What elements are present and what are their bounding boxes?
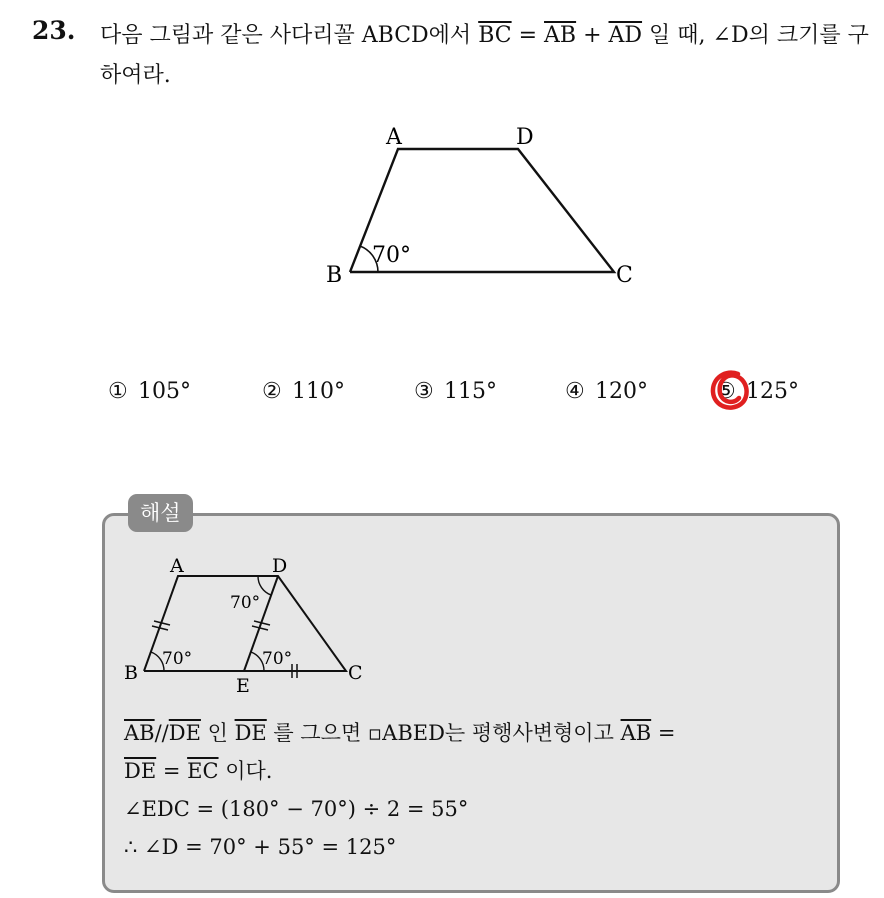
segment-ab: $\overline{AB}$	[544, 23, 577, 48]
solution-line-4: ∴ ∠D = 70° + 55° = 125°	[124, 835, 397, 859]
stem-equals: =	[511, 23, 545, 48]
label-a: A	[386, 125, 402, 150]
label-b: B	[326, 263, 343, 288]
choice-2[interactable]	[262, 372, 345, 412]
choice-2-text: 110°	[292, 379, 345, 404]
problem-number: 23.	[32, 16, 76, 45]
answer-circle-stroke	[713, 373, 747, 408]
sol-equals-1: =	[651, 721, 676, 745]
sol-seg-de-3: $\overline{DE}$	[124, 759, 157, 783]
choice-2-marker: ②	[262, 379, 282, 404]
solution-text	[124, 714, 824, 866]
choice-3-text: 115°	[444, 379, 497, 404]
sol-seg-de-2: $\overline{DE}$	[234, 721, 267, 745]
choice-4[interactable]	[565, 372, 648, 412]
choice-3-marker: ③	[414, 379, 434, 404]
sol-seg-de: $\overline{DE}$	[168, 721, 201, 745]
choice-5-text: 125°	[746, 379, 799, 404]
choice-1-text: 105°	[138, 379, 191, 404]
trapezoid-figure	[310, 112, 650, 292]
sol-label-e: E	[236, 675, 250, 697]
problem-stem	[100, 16, 870, 96]
sol-seg-ab-2: $\overline{AB}$	[620, 721, 652, 745]
sol-angle-e: 70°	[262, 649, 293, 669]
solution-line-3: ∠EDC = (180° − 70°) ÷ 2 = 55°	[124, 797, 469, 821]
sol-angle-b: 70°	[162, 649, 193, 669]
sol-label-b: B	[124, 662, 138, 684]
label-c: C	[616, 263, 633, 288]
stem-text-2: 일 때, ∠D의 크기를 구하여라.	[100, 23, 869, 88]
sol-label-c: C	[348, 662, 363, 684]
solution-line-2	[124, 752, 824, 790]
sol-equals-2: =	[156, 759, 188, 783]
segment-ad: $\overline{AD}$	[608, 23, 643, 48]
sol-label-d: D	[272, 555, 288, 577]
choice-3[interactable]	[414, 372, 497, 412]
choice-1-marker: ①	[108, 379, 128, 404]
sol-seg-ab: $\overline{AB}$	[124, 721, 155, 745]
choice-4-text: 120°	[595, 379, 648, 404]
choice-5-marker: ⑤	[716, 379, 736, 404]
choice-4-marker: ④	[565, 379, 585, 404]
answer-circle-mark-icon	[708, 366, 752, 414]
choice-1[interactable]	[108, 372, 191, 412]
label-d: D	[516, 125, 534, 150]
sol-text-2: 를 그으면 ▫ABED는 평행사변형이고	[266, 721, 621, 745]
angle-b-label: 70°	[372, 243, 411, 268]
sol-angle-d: 70°	[230, 593, 261, 613]
sol-text-1: 인	[200, 721, 235, 745]
solution-figure	[120, 552, 380, 702]
sol-parallel: //	[154, 721, 169, 745]
segment-bc: $\overline{BC}$	[478, 23, 512, 48]
solution-line-1	[124, 714, 824, 752]
stem-text-1: 다음 그림과 같은 사다리꼴 ABCD에서	[100, 23, 479, 48]
sol-seg-ec: $\overline{EC}$	[187, 759, 219, 783]
sol-text-3: 이다.	[218, 759, 273, 783]
stem-plus: +	[576, 23, 609, 48]
sol-label-a: A	[170, 555, 184, 577]
solution-tag: 해설	[128, 494, 193, 532]
